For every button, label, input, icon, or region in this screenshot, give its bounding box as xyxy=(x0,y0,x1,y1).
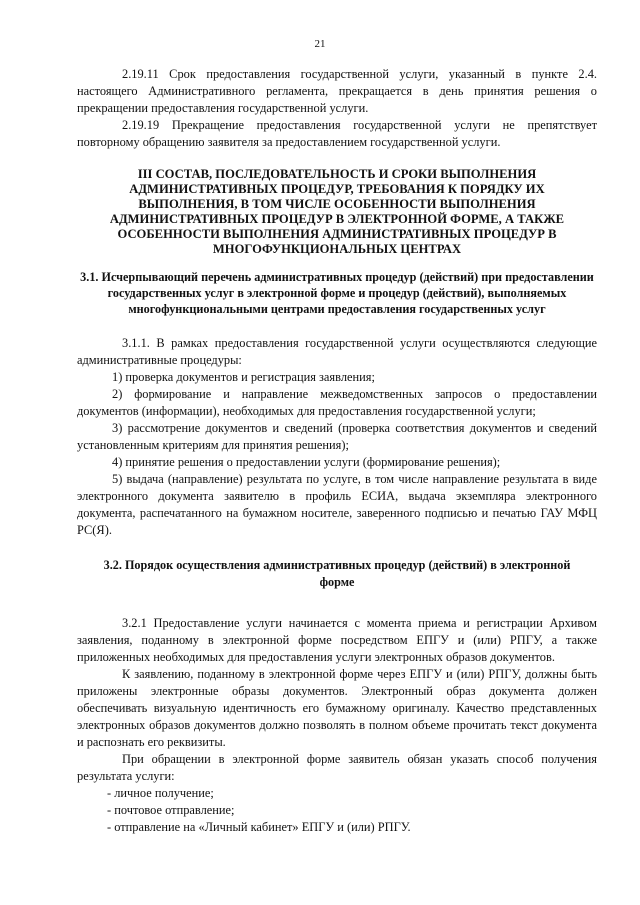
paragraph-2-19-19: 2.19.19 Прекращение предоставления государственной услуги не препятствует повторному обращению заявителя за предоставлением государственной услуги. xyxy=(77,118,597,149)
dash-item: - личное получение; xyxy=(107,786,214,800)
paragraph-result-method: При обращении в электронной форме заявитель обязан указать способ получения результата услуги: xyxy=(77,752,597,783)
subheading-3-1: 3.1. Исчерпывающий перечень административных процедур (действий) при предоставлении государственных услуг в электронной форме и процедур (действий), выполняемых многофункциональными центрами предоставления государственных услуг xyxy=(80,270,594,316)
paragraph-3-2-1: 3.2.1 Предоставление услуги начинается с момента приема и регистрации Архивом заявления, поданному в электронной форме посредством ЕПГУ и (или) РПГУ, а также приложенных необходимых для предоставления услуги электронных образов документов. xyxy=(77,616,597,664)
paragraph-2-19-11: 2.19.11 Срок предоставления государственной услуги, указанный в пункте 2.4. настоящего Административного регламента, прекращается в день принятия решения о прекращении предоставления государственной услуги. xyxy=(77,67,597,115)
document-body xyxy=(77,66,597,836)
list-item: 2) формирование и направление межведомственных запросов о предоставлении документов (информации), необходимых для предоставления государственной услуги; xyxy=(77,387,597,418)
subheading-3-2: 3.2. Порядок осуществления административных процедур (действий) в электронной форме xyxy=(103,558,571,589)
list-item: 1) проверка документов и регистрация заявления; xyxy=(112,370,375,384)
paragraph-3-1-1: 3.1.1. В рамках предоставления государственной услуги осуществляются следующие административные процедуры: xyxy=(77,336,597,367)
dash-item: - отправление на «Личный кабинет» ЕПГУ и (или) РПГУ. xyxy=(107,820,411,834)
page-number: 21 xyxy=(314,38,326,50)
dash-item: - почтовое отправление; xyxy=(107,803,235,817)
paragraph-attachments: К заявлению, поданному в электронной форме через ЕПГУ и (или) РПГУ, должны быть приложены электронные образы документов. Электронный образ документа должен обеспечивать визуальную идентичность его бумажному оригиналу. Качество представленных электронных образов документов должно позволять в полном объеме прочитать текст документа и распознать его реквизиты. xyxy=(77,667,597,749)
list-item: 4) принятие решения о предоставлении услуги (формирование решения); xyxy=(112,455,501,469)
list-item: 3) рассмотрение документов и сведений (проверка соответствия документов и сведений установленным критериям для принятия решения); xyxy=(77,421,597,452)
list-item: 5) выдача (направление) результата по услуге, в том числе направление результата в виде электронного документа заявителю в профиль ЕСИА, выдача экземпляра электронного документа, распечатанного на бумажном носителе, заверенного подписью и печатью ГАУ МФЦ РС(Я). xyxy=(77,472,597,537)
section-heading: III СОСТАВ, ПОСЛЕДОВАТЕЛЬНОСТЬ И СРОКИ ВЫПОЛНЕНИЯ АДМИНИСТРАТИВНЫХ ПРОЦЕДУР, ТРЕБОВАНИЯ К ПОРЯДКУ ИХ ВЫПОЛНЕНИЯ, В ТОМ ЧИСЛЕ ОСОБЕННОСТИ ВЫПОЛНЕНИЯ АДМИНИСТРАТИВНЫХ ПРОЦЕДУР В ЭЛЕКТРОННОЙ ФОРМЕ, А ТАКЖЕ ОСОБЕННОСТИ ВЫПОЛНЕНИЯ АДМИНИСТРАТИВНЫХ ПРОЦЕДУР В МНОГОФУНКЦИОНАЛЬНЫХ ЦЕНТРАХ xyxy=(109,167,565,256)
